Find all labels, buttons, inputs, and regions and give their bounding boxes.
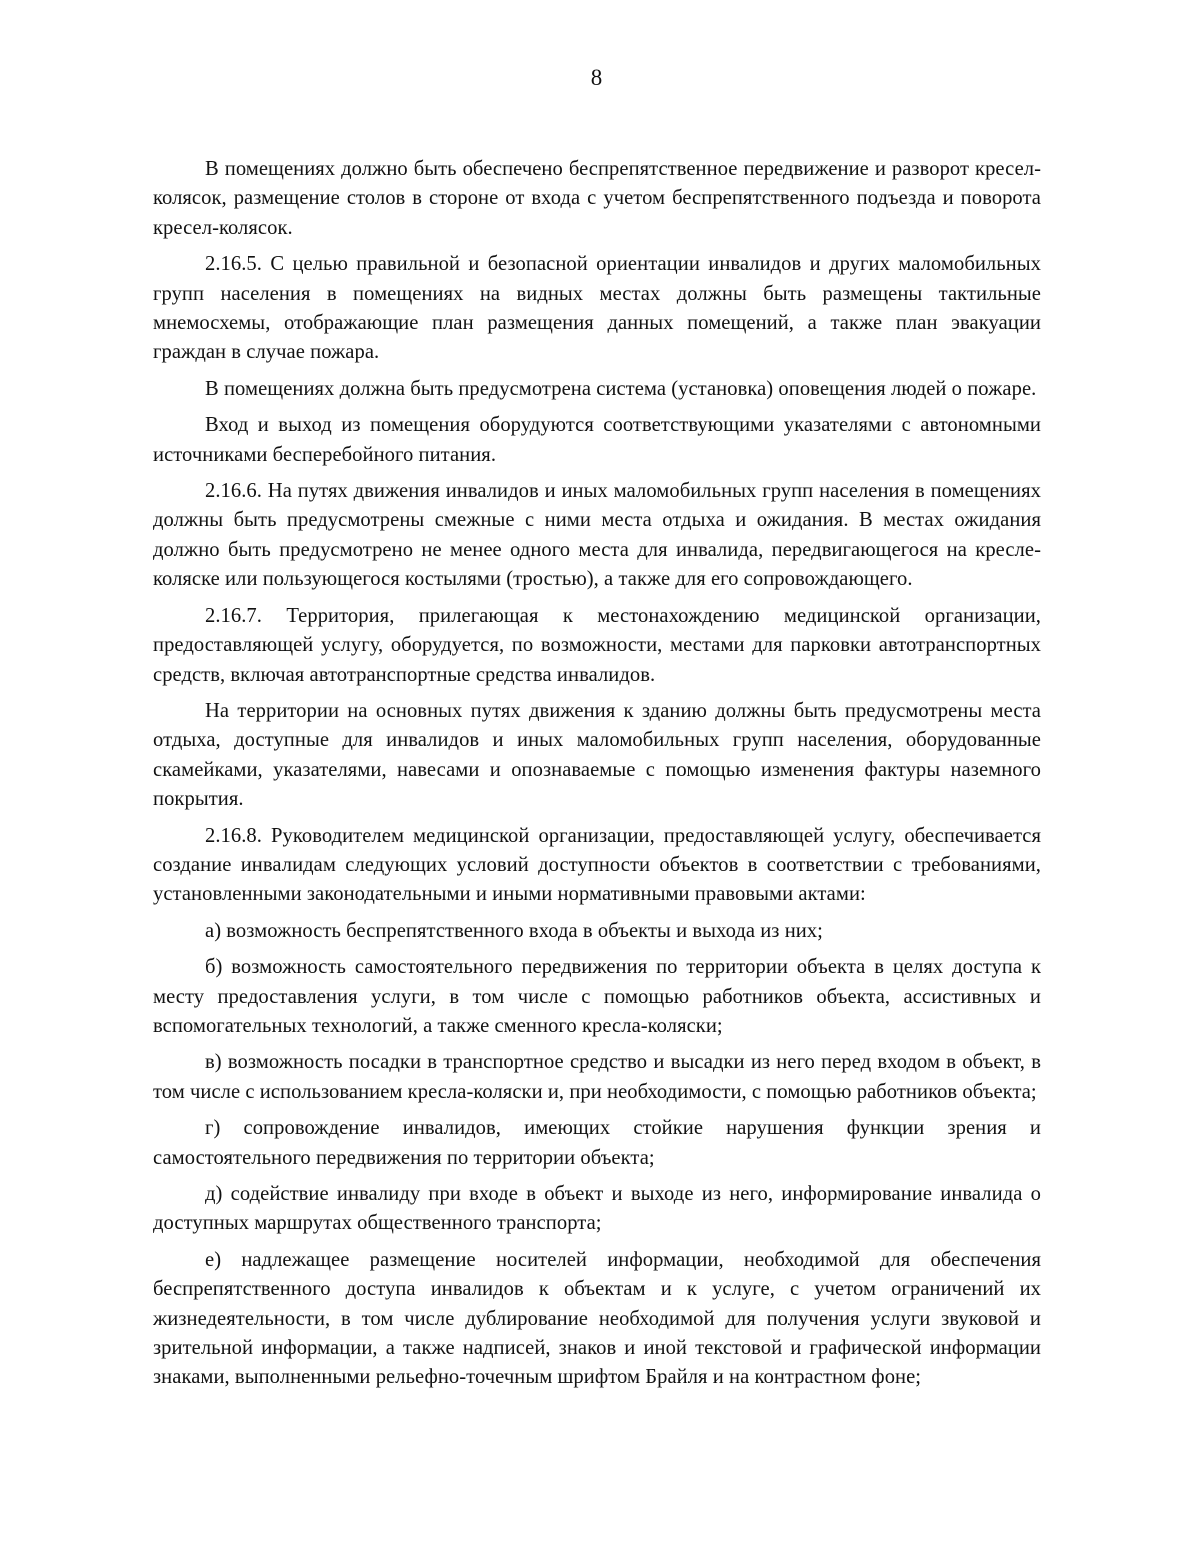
paragraph-2-16-7: 2.16.7. Территория, прилегающая к местонахождению медицинской организации, предоставляющей услугу, оборудуется, по возможности, местами для парковки автотранспортных средств, включая автотранспортные средства инвалидов. [153,604,1041,686]
list-item-a: а) возможность беспрепятственного входа в объекты и выхода из них; [205,919,823,942]
list-item-b: б) возможность самостоятельного передвижения по территории объекта в целях доступа к месту предоставления услуги, в том числе с помощью работников объекта, ассистивных и вспомогательных технологий, а также сменного кресла-коляски; [153,956,1041,1037]
list-item-v: в) возможность посадки в транспортное средство и высадки из него перед входом в объект, в том числе с использованием кресла-коляски и, при необходимости, с помощью работников объекта; [153,1051,1041,1103]
page-number: 8 [590,65,603,90]
document-body [153,155,1041,1393]
paragraph-2-16-8: 2.16.8. Руководителем медицинской организации, предоставляющей услугу, обеспечивается создание инвалидам следующих условий доступности объектов в соответствии с требованиями, установленными законодательными и иными нормативными правовыми актами: [153,824,1041,906]
paragraph-fire-alert: В помещениях должна быть предусмотрена система (установка) оповещения людей о пожаре. [205,377,1037,400]
paragraph-entrance-exit: Вход и выход из помещения оборудуются соответствующими указателями с автономными источниками бесперебойного питания. [153,414,1041,466]
list-item-g: г) сопровождение инвалидов, имеющих стойкие нарушения функции зрения и самостоятельного передвижения по территории объекта; [153,1117,1041,1169]
list-item-e: е) надлежащее размещение носителей информации, необходимой для обеспечения беспрепятственного доступа инвалидов к объектам и к услуге, с учетом ограничений их жизнедеятельности, в том числе дублирование необходимой для получения услуги звуковой и зрительной информации, а также надписей, знаков и иной текстовой и графической информации знаками, выполненными рельефно-точечным шрифтом Брайля и на контрастном фоне; [153,1248,1041,1389]
list-item-d: д) содействие инвалиду при входе в объект и выходе из него, информирование инвалида о доступных маршрутах общественного транспорта; [153,1183,1041,1235]
paragraph-2-16-5: 2.16.5. С целью правильной и безопасной ориентации инвалидов и других маломобильных групп населения в помещениях на видных местах должны быть размещены тактильные мнемосхемы, отображающие план размещения данных помещений, а также план эвакуации граждан в случае пожара. [153,253,1041,364]
paragraph-2-16-6: 2.16.6. На путях движения инвалидов и иных маломобильных групп населения в помещениях должны быть предусмотрены смежные с ними места отдыха и ожидания. В местах ожидания должно быть предусмотрено не менее одного места для инвалида, передвигающегося на кресле-коляске или пользующегося костылями (тростью), а также для его сопровождающего. [153,480,1041,591]
paragraph-territory-rest: На территории на основных путях движения к зданию должны быть предусмотрены места отдыха, доступные для инвалидов и иных маломобильных групп населения, оборудованные скамейками, указателями, навесами и опознаваемые с помощью изменения фактуры наземного покрытия. [153,699,1041,811]
paragraph-rooms-wheelchair: В помещениях должно быть обеспечено беспрепятственное передвижение и разворот кресел-колясок, размещение столов в стороне от входа с учетом беспрепятственного подъезда и поворота кресел-колясок. [153,158,1041,239]
